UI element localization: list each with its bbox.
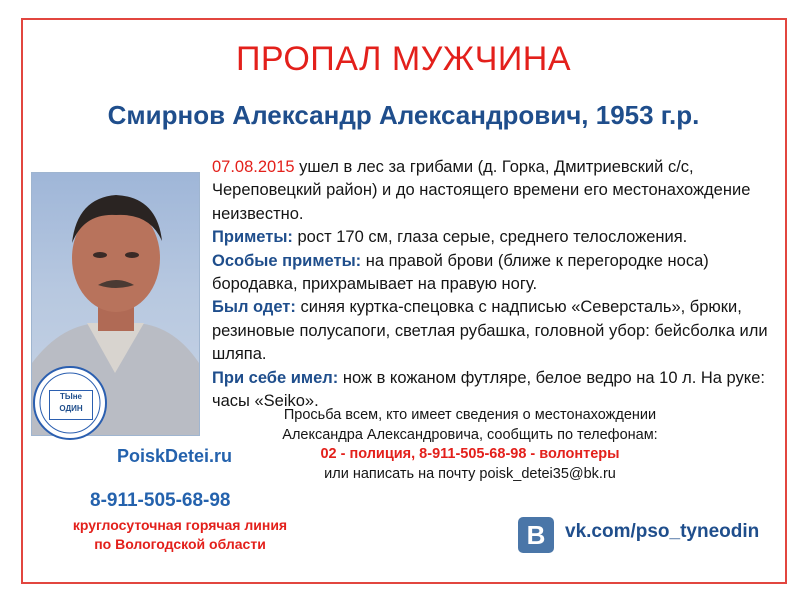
belongings-label: При себе имел:	[212, 368, 339, 387]
hotline-description	[40, 516, 320, 554]
signs-text: рост 170 см, глаза серые, среднего телосложения.	[292, 228, 688, 247]
clothing-label: Был одет:	[212, 298, 296, 317]
hotline-line2: по Вологодской области	[94, 536, 266, 552]
hotline-phone: 8-911-505-68-98	[90, 490, 231, 511]
special-signs-label: Особые приметы:	[212, 251, 362, 270]
logo-line2: ОДИН	[59, 404, 83, 413]
appeal-line2: Александра Александровича, сообщить по телефонам:	[282, 426, 658, 443]
clothing-text: синяя куртка-спецовка с надписью «Северсталь», брюки, резиновые полусапоги, светлая рубашка, головной убор: бейсболка или шляпа.	[212, 298, 768, 364]
appeal-phones: 02 - полиция, 8-911-505-68-98 - волонтеры	[320, 446, 620, 462]
signs-label: Приметы:	[212, 228, 293, 247]
hotline-line1: круглосуточная горячая линия	[72, 517, 288, 533]
logo-line1: ТЫне	[60, 392, 82, 401]
special-signs-text: на правой брови (ближе к перегородке носа) бородавка, прихрамывает на правую ногу.	[212, 251, 709, 294]
volunteer-group-logo	[33, 366, 107, 440]
special-signs-paragraph	[212, 250, 772, 297]
disappearance-paragraph	[212, 156, 772, 226]
disappearance-text: ушел в лес за грибами (д. Горка, Дмитриевский с/с, Череповецкий район) и до настоящего времени его местонахождение неизвестно.	[212, 158, 751, 223]
appeal-email: или написать на почту poisk_detei35@bk.ru	[324, 465, 616, 482]
signs-paragraph	[212, 226, 772, 249]
poster-headline: ПРОПАЛ МУЖЧИНА	[235, 40, 572, 78]
clothing-paragraph	[212, 296, 772, 366]
vk-icon: B	[518, 517, 554, 553]
missing-person-name: Смирнов Александр Александрович, 1953 г.р.	[107, 100, 700, 130]
case-description	[212, 156, 772, 413]
appeal-line1: Просьба всем, кто имеет сведения о местонахождении	[283, 407, 657, 423]
logo-badge	[49, 390, 93, 420]
belongings-text: нож в кожаном футляре, белое ведро на 10 л. На руке: часы «Seiko».	[212, 368, 765, 411]
disappearance-date: 07.08.2015	[212, 158, 295, 176]
website-link[interactable]: PoiskDetei.ru	[117, 446, 233, 466]
contact-appeal	[250, 406, 690, 484]
vk-link[interactable]: vk.com/pso_tyneodin	[565, 521, 760, 542]
